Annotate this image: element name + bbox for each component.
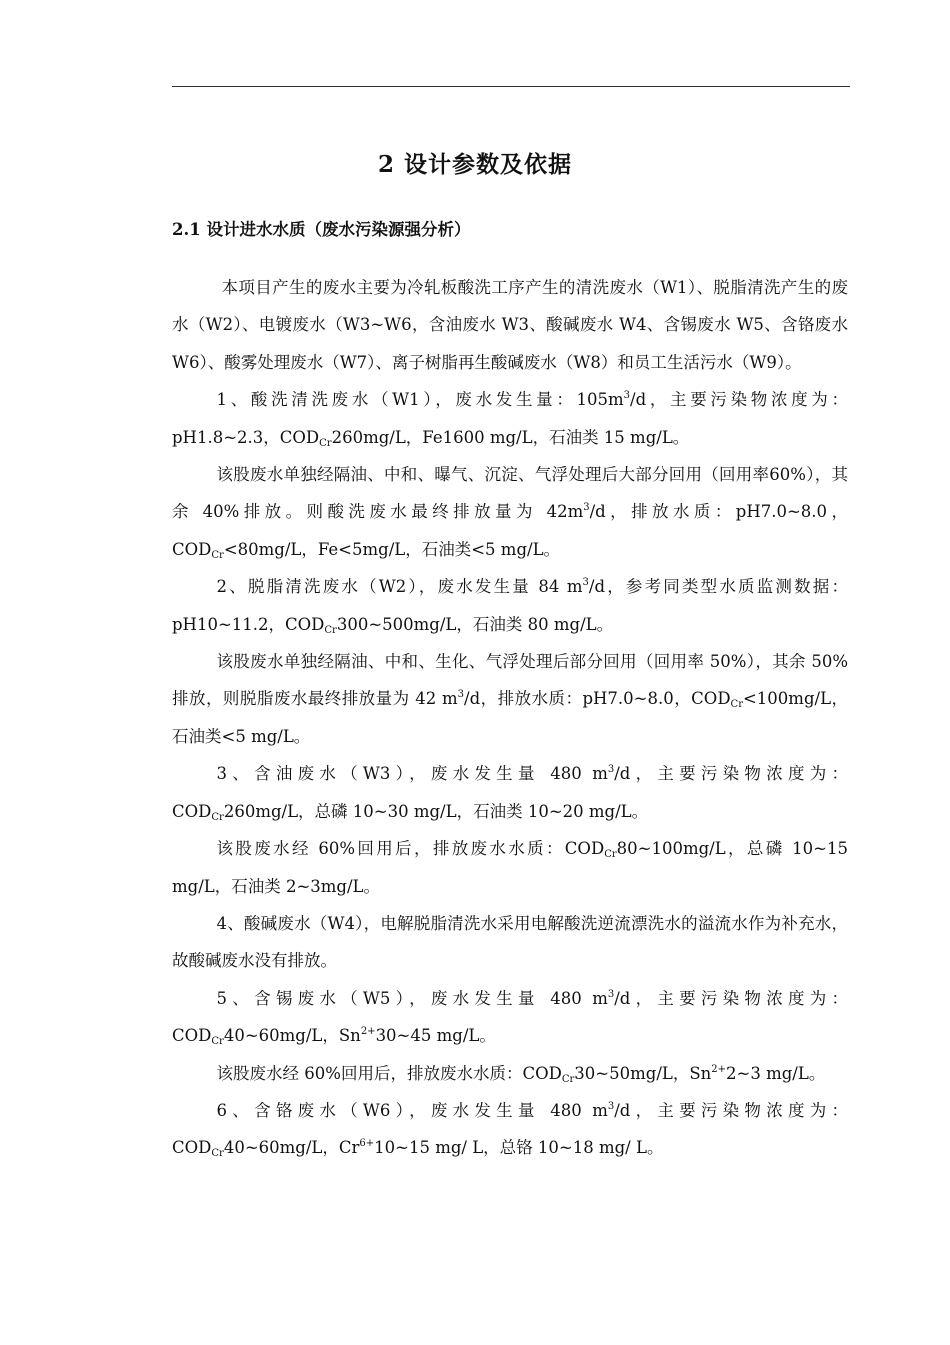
header-rule [172, 86, 850, 87]
body-text [172, 269, 848, 1167]
paragraph-w1: 1、酸洗清洗废水（W1），废水发生量：$105m^3/d$，主要污染物浓度为：pH1.8~2.3，$COD_{Cr}260mg/L$，Fe1600 mg/L，石油类 15 mg/L。 [172, 390, 848, 449]
paragraph-w3: 3、含油废水（W3），废水发生量 480 $m^3/d$，主要污染物浓度为：$COD_{Cr}260mg/L$，总磷 10~30 mg/L，石油类 10~20 mg/L。 [172, 764, 848, 823]
section-title: 2.1 设计进水水质（废水污染源强分析） [172, 220, 471, 239]
paragraph-w1-treatment: 该股废水单独经隔油、中和、曝气、沉淀、气浮处理后大部分回用（回用率60%），其余 40%排放。则酸洗废水最终排放量为 $42m^3/d$，排放水质：pH7.0~8.0，$COD_{Cr}<80mg/L$，Fe<5mg/L，石油类<5 mg/L。 [172, 465, 848, 561]
chapter-title: 2 设计参数及依据 [377, 151, 572, 178]
paragraph-w4: 4、酸碱废水（W4），电解脱脂清洗水采用电解酸洗逆流漂洗水的溢流水作为补充水，故酸碱废水没有排放。 [172, 913, 848, 971]
paragraph-w5: 5、含锡废水（W5），废水发生量 480 $m^3/d$，主要污染物浓度为：$COD_{Cr}40\sim 60mg/L$，$Sn^{2+}30\sim 45$ mg/L。 [172, 988, 848, 1048]
paragraph-w5-treatment: 该股废水经 60%回用后，排放废水水质：$COD_{Cr}30\sim 50mg/L$，$Sn^{2+}2\sim 3$ mg/L。 [216, 1063, 826, 1085]
paragraph-w6: 6、含铬废水（W6），废水发生量 480 $m^3/d$，主要污染物浓度为：$COD_{Cr}40\sim 60mg/L$，$Cr^{6+}10\sim 15$ mg/ L，总铬 10~18 mg/ L。 [172, 1100, 848, 1160]
paragraph-w3-treatment: 该股废水经 60%回用后，排放废水水质：$COD_{Cr}80\sim 100mg/L$，总磷 10~15 mg/L，石油类 2~3mg/L。 [172, 839, 848, 896]
paragraph-intro: 本项目产生的废水主要为冷轧板酸洗工序产生的清洗废水（W1）、脱脂清洗产生的废水（W2）、电镀废水（W3~W6，含油废水 W3、酸碱废水 W4、含锡废水 W5、含铬废水 W6）、酸雾处理废水（W7）、离子树脂再生酸碱废水（W8）和员工生活污水（W9）。 [172, 278, 848, 372]
paragraph-w2-treatment: 该股废水单独经隔油、中和、生化、气浮处理后部分回用（回用率 50%），其余 50%排放，则脱脂废水最终排放量为 42 $m^3/d$，排放水质：pH7.0~8.0，$COD_{Cr}<100mg/L$，石油类<5 mg/L。 [172, 652, 848, 746]
paragraph-w2: 2、脱脂清洗废水（W2），废水发生量 84 $m^3/d$，参考同类型水质监测数据：pH10~11.2，$COD_{Cr}300\sim 500mg/L$，石油类 80 mg/L。 [172, 577, 848, 636]
